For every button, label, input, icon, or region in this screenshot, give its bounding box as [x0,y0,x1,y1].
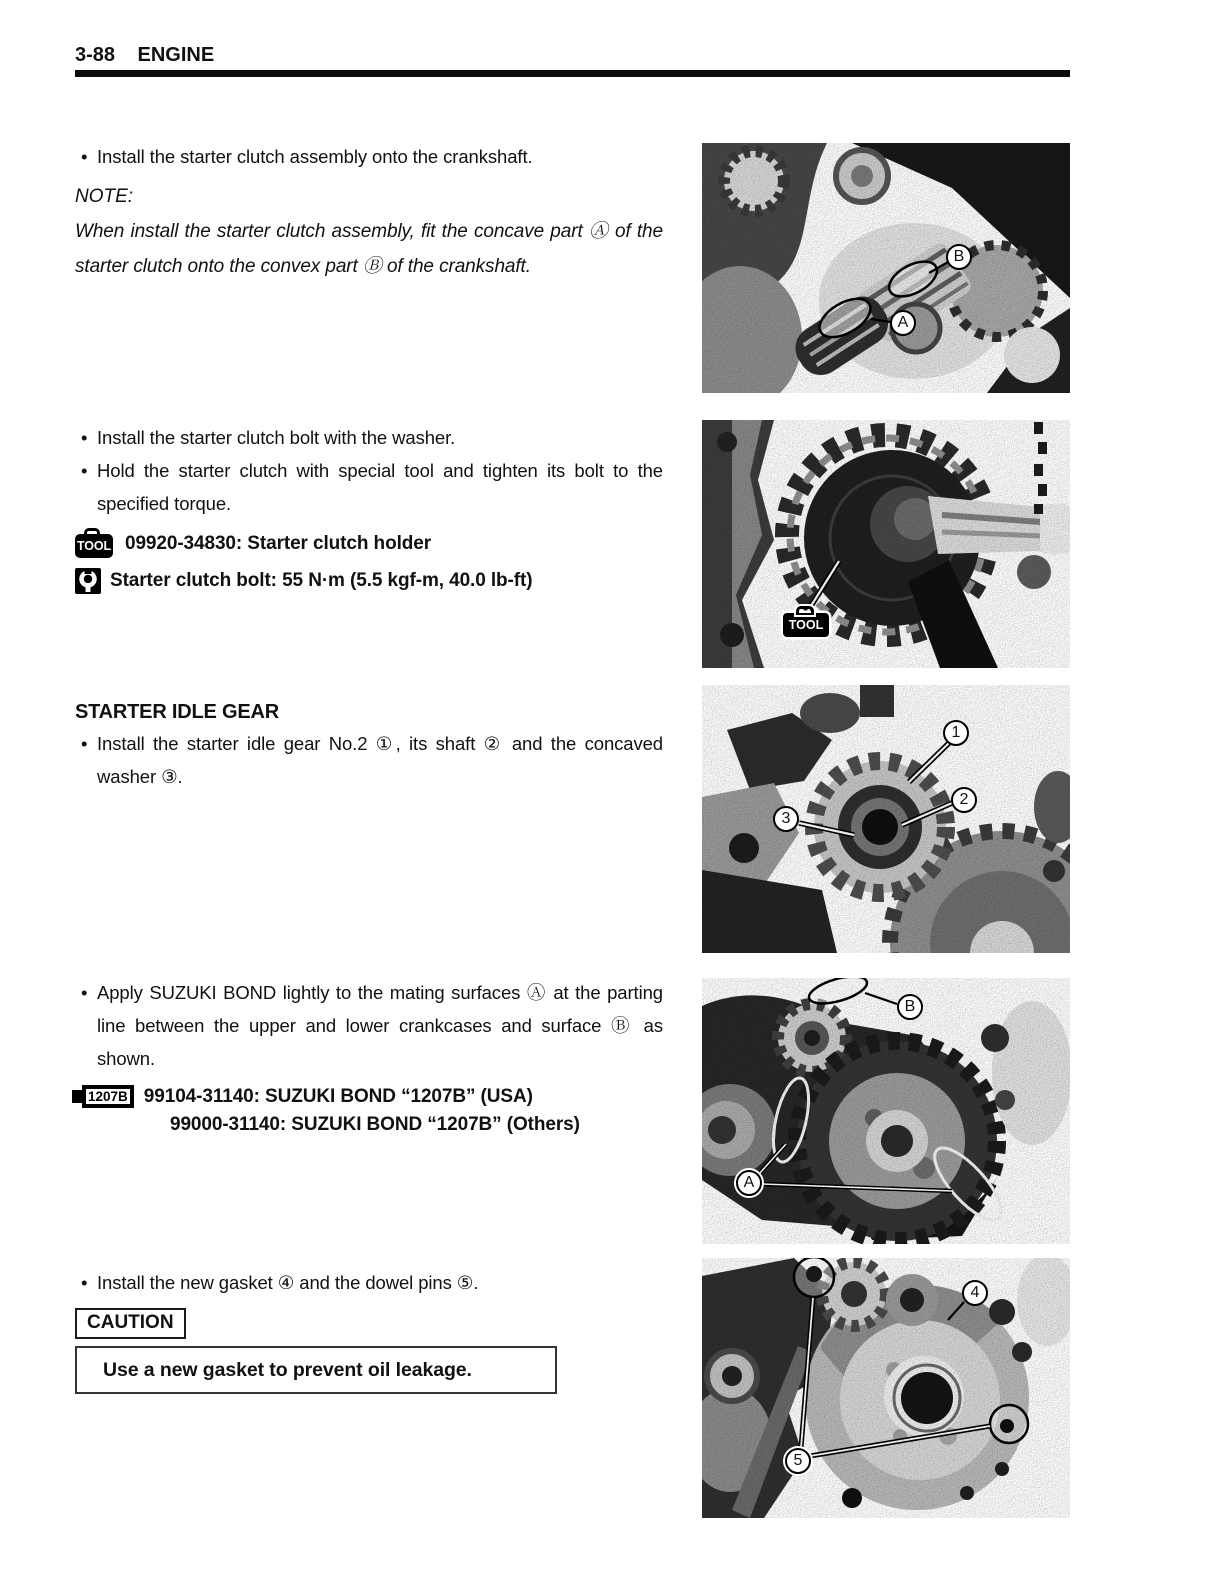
starter-clutch-holding-photo [702,420,1070,668]
bullet-install-gasket: • Install the new gasket ④ and the dowel pins ⑤. [75,1266,663,1299]
callout-1: 1 [943,720,969,746]
section-heading: STARTER IDLE GEAR [75,701,280,723]
special-tool-row [75,530,663,558]
torque-spec: Starter clutch bolt: 55 N·m (5.5 kgf-m, 40.0 lb-ft) [110,570,533,591]
bullet-install-bolt: • Install the starter clutch bolt with the washer. [75,421,663,454]
bond-tube-label: 1207B [82,1085,134,1108]
tool-badge-in-photo: TOOL [783,613,829,637]
callout-a: A [736,1170,762,1196]
page-number: 3-88 [75,44,116,66]
callout-2: 2 [951,787,977,813]
special-tool-spec: 09920-34830: Starter clutch holder [125,533,432,554]
bond-spec-others: 99000-31140: SUZUKI BOND “1207B” (Others) [170,1114,580,1135]
bullet-idle-gear: • Install the starter idle gear No.2 ①, its shaft ② and the concaved washer ③. [75,727,663,793]
figure-starter-idle-gear [702,685,1070,953]
figure-gasket-dowel-pins [702,1258,1070,1518]
caution-text: Use a new gasket to prevent oil leakage. [103,1358,472,1381]
figure-starter-clutch-install [702,143,1070,393]
suzuki-bond-photo [702,978,1070,1244]
bond-tube-icon [72,1085,134,1108]
caution-box [75,1346,557,1394]
torque-wrench-icon [75,568,101,594]
callout-3: 3 [773,806,799,832]
header-rule [75,70,1070,77]
starter-idle-gear-photo [702,685,1070,953]
bullet-install-clutch: • Install the starter clutch assembly onto the crankshaft. [75,140,663,173]
bond-spec-row [72,1085,663,1108]
callout-a: A [890,310,916,336]
toolbox-icon: TOOL [75,534,113,558]
section-install-clutch [75,140,663,284]
section-gasket [75,1266,663,1394]
callout-b: B [897,994,923,1020]
bullet-hold-clutch: • Hold the starter clutch with special tool and tighten its bolt to the specified torque. [75,454,663,520]
chapter-title: ENGINE [137,44,215,66]
callout-b: B [946,244,972,270]
figure-starter-clutch-holding [702,420,1070,668]
note-text: When install the starter clutch assembly, fit the concave part Ⓐ of the starter clutch onto the convex part Ⓑ of the crankshaft. [75,221,663,277]
caution-label: CAUTION [75,1308,186,1339]
section-suzuki-bond [75,976,663,1136]
note-label: NOTE: [75,186,134,207]
section-clutch-bolt [75,421,663,594]
bond-spec-usa: 99104-31140: SUZUKI BOND “1207B” (USA) [143,1085,533,1107]
figure-suzuki-bond-surfaces [702,978,1070,1244]
bullet-apply-bond: • Apply SUZUKI BOND lightly to the mating surfaces Ⓐ at the parting line between the upper and lower crankcases and surface Ⓑ as shown. [75,976,663,1075]
callout-5: 5 [785,1448,811,1474]
callout-4: 4 [962,1280,988,1306]
gasket-dowel-photo [702,1258,1070,1518]
starter-clutch-install-photo [702,143,1070,393]
page-header [75,44,214,67]
torque-row [75,568,663,594]
section-starter-idle-gear [75,697,663,793]
bond-tube-nozzle [72,1090,82,1103]
